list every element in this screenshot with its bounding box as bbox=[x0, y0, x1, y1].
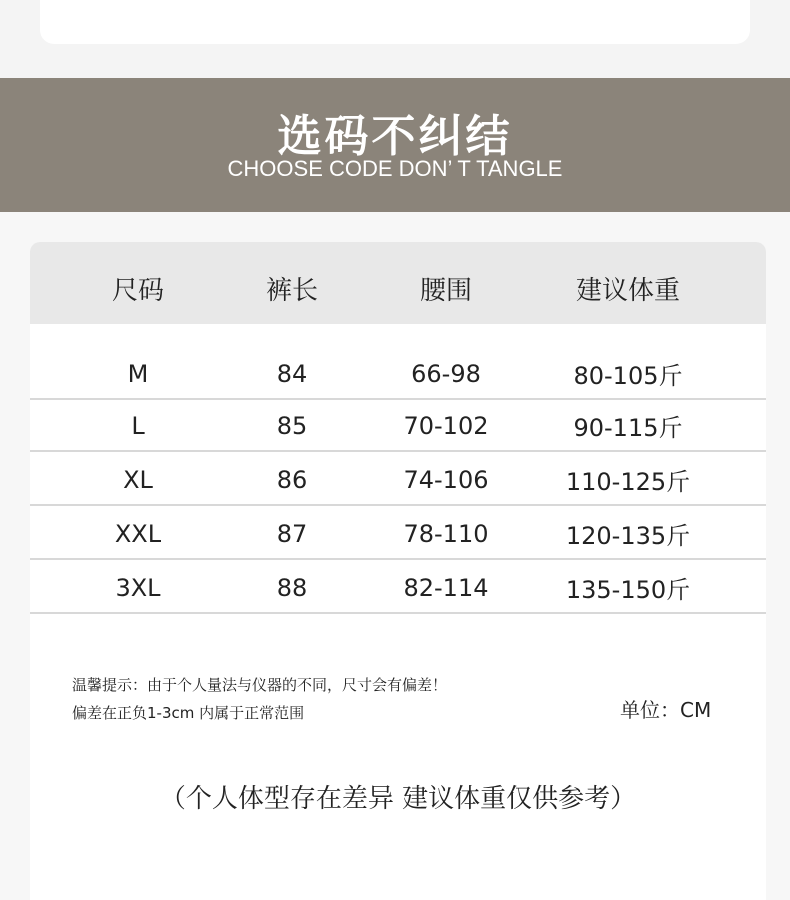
tip-line-2: 偏差在正负1-3cm 内属于正常范围 bbox=[72, 704, 305, 722]
tip-line-1: 温馨提示：由于个人量法与仪器的不同，尺寸会有偏差！ bbox=[72, 676, 448, 694]
top-card-edge bbox=[40, 0, 750, 44]
cell-waist: 66-98 bbox=[411, 360, 481, 388]
row-divider bbox=[30, 612, 766, 614]
table-row bbox=[30, 560, 766, 614]
cell-size: XXL bbox=[114, 520, 162, 548]
table-row bbox=[30, 346, 766, 400]
cell-size: XL bbox=[123, 466, 153, 494]
top-strip bbox=[0, 0, 790, 78]
header-banner bbox=[0, 78, 790, 212]
cell-size: L bbox=[131, 412, 145, 440]
cell-weight: 80-105斤 bbox=[573, 362, 683, 390]
banner-title: 选码不纠结 bbox=[277, 111, 513, 162]
table-header bbox=[30, 242, 766, 324]
cell-weight: 120-135斤 bbox=[565, 522, 691, 550]
cell-weight: 135-150斤 bbox=[565, 576, 691, 604]
table-row bbox=[30, 398, 766, 452]
header-length: 裤长 bbox=[265, 276, 318, 306]
cell-length: 86 bbox=[276, 466, 308, 494]
table-row bbox=[30, 506, 766, 560]
unit-label: 单位：CM bbox=[620, 698, 712, 722]
cell-length: 84 bbox=[276, 360, 308, 388]
header-waist: 腰围 bbox=[419, 276, 472, 306]
cell-size: 3XL bbox=[115, 574, 161, 602]
cell-length: 85 bbox=[276, 412, 308, 440]
cell-weight: 110-125斤 bbox=[565, 468, 691, 496]
size-chart-card bbox=[30, 242, 766, 900]
cell-length: 87 bbox=[276, 520, 308, 548]
cell-size: M bbox=[127, 360, 149, 388]
cell-waist: 70-102 bbox=[403, 412, 489, 440]
banner-subtitle: CHOOSE CODE DON’ T TANGLE bbox=[227, 156, 563, 181]
cell-waist: 82-114 bbox=[403, 574, 489, 602]
cell-waist: 78-110 bbox=[403, 520, 489, 548]
header-weight: 建议体重 bbox=[575, 276, 680, 306]
header-size: 尺码 bbox=[111, 276, 164, 306]
cell-length: 88 bbox=[276, 574, 308, 602]
footer-disclaimer: （个人体型存在差异 建议体重仅供参考） bbox=[159, 784, 637, 814]
cell-waist: 74-106 bbox=[403, 466, 489, 494]
table-row bbox=[30, 452, 766, 506]
cell-weight: 90-115斤 bbox=[573, 414, 683, 442]
